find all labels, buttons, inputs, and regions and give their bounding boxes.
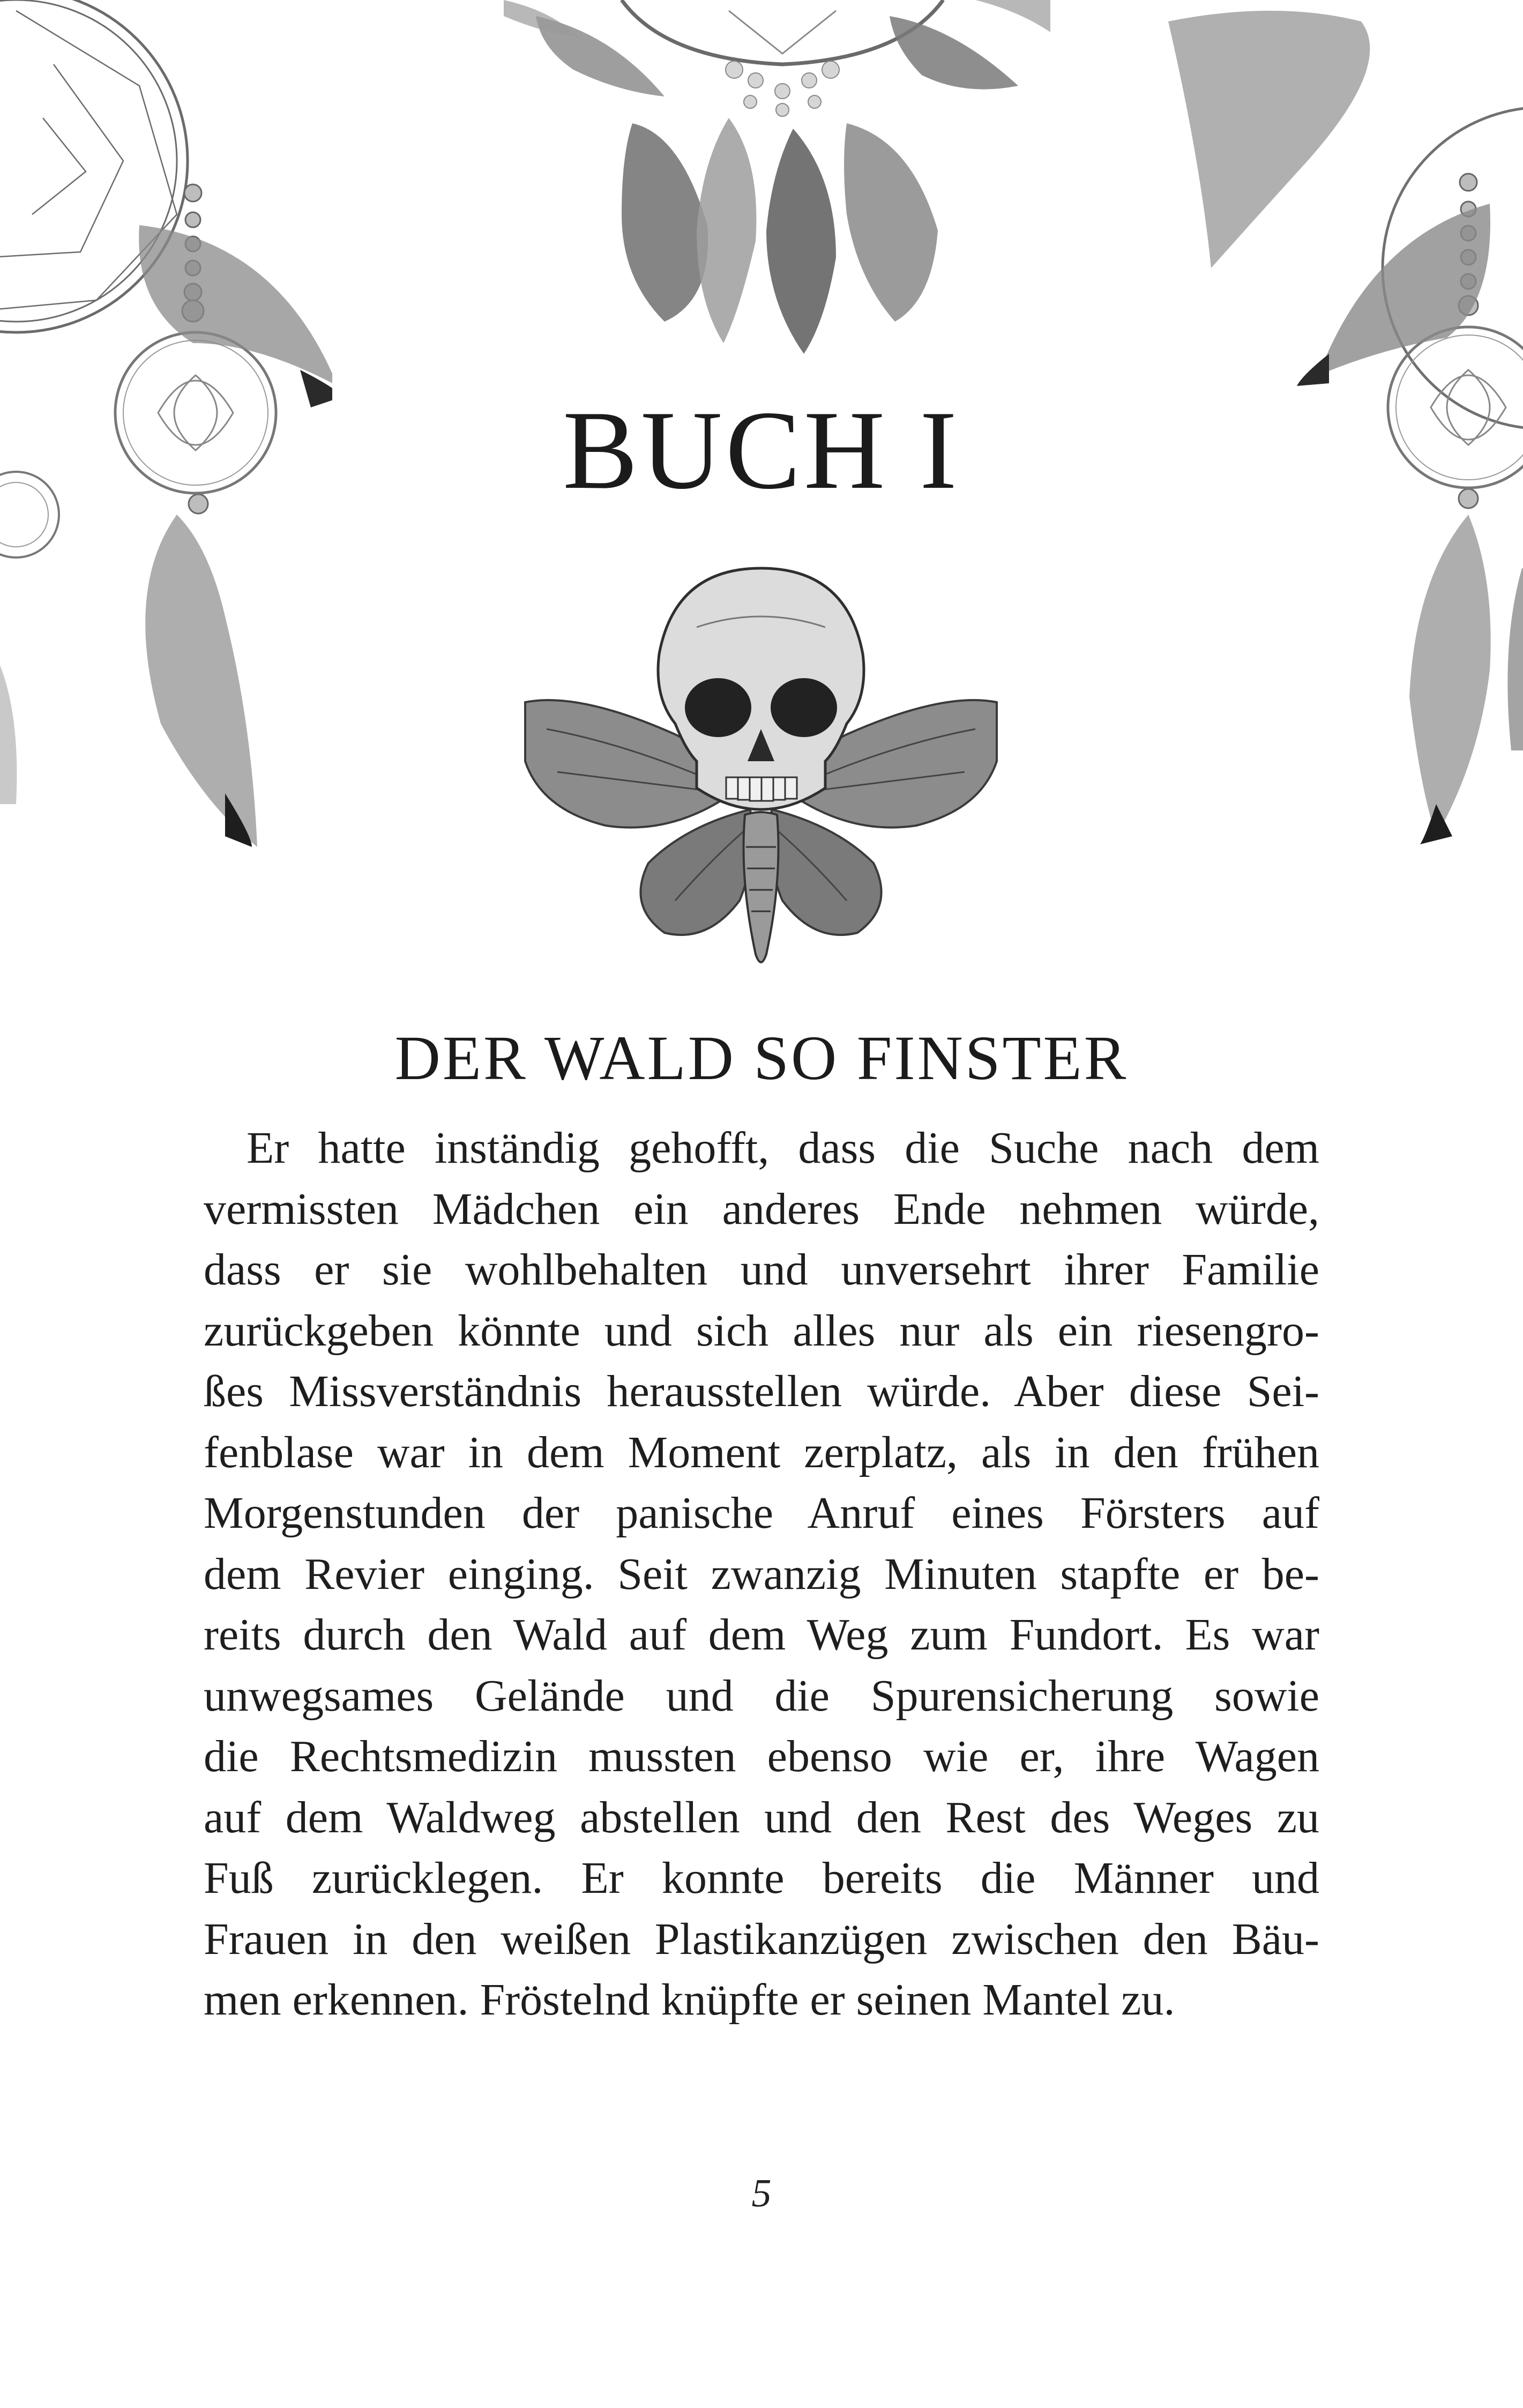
page-number: 5 bbox=[751, 2172, 772, 2216]
text-line: dem Revier einging. Seit zwanzig Minuten stapfte er be- bbox=[204, 1549, 1319, 1599]
text-line: ßes Missverständnis herausstellen würde. Aber diese Sei- bbox=[204, 1366, 1319, 1416]
body-paragraph bbox=[204, 1118, 1319, 2031]
text-line: zurückgeben könnte und sich alles nur als ein riesengro- bbox=[204, 1305, 1319, 1356]
feather-cluster-illustration bbox=[504, 0, 1050, 354]
text-line: men erkennen. Fröstelnd knüpfte er seinen Mantel zu. bbox=[204, 1975, 1175, 2025]
text-line: Morgenstunden der panische Anruf eines Försters auf bbox=[204, 1488, 1319, 1538]
text-line: Fuß zurücklegen. Er konnte bereits die Männer und bbox=[204, 1853, 1319, 1903]
text-line: vermissten Mädchen ein anderes Ende nehmen würde, bbox=[204, 1184, 1319, 1234]
text-line: Frauen in den weißen Plastikanzügen zwischen den Bäu- bbox=[204, 1914, 1319, 1964]
text-line: die Rechtsmedizin mussten ebenso wie er, ihre Wagen bbox=[204, 1731, 1319, 1781]
skull-moth-illustration bbox=[514, 558, 1007, 981]
text-line: auf dem Waldweg abstellen und den Rest des Weges zu bbox=[204, 1792, 1319, 1842]
text-line: reits durch den Wald auf dem Weg zum Fundort. Es war bbox=[204, 1610, 1319, 1660]
text-line: unwegsames Gelände und die Spurensicherung sowie bbox=[204, 1670, 1319, 1721]
book-title: BUCH I bbox=[563, 388, 960, 512]
text-line: dass er sie wohlbehalten und unversehrt ihrer Familie bbox=[204, 1245, 1319, 1295]
text-line: fenblase war in dem Moment zerplatz, als in den frühen bbox=[204, 1427, 1319, 1477]
text-line: Er hatte inständig gehofft, dass die Suche nach dem bbox=[247, 1123, 1319, 1173]
chapter-title: DER WALD SO FINSTER bbox=[394, 1023, 1129, 1093]
